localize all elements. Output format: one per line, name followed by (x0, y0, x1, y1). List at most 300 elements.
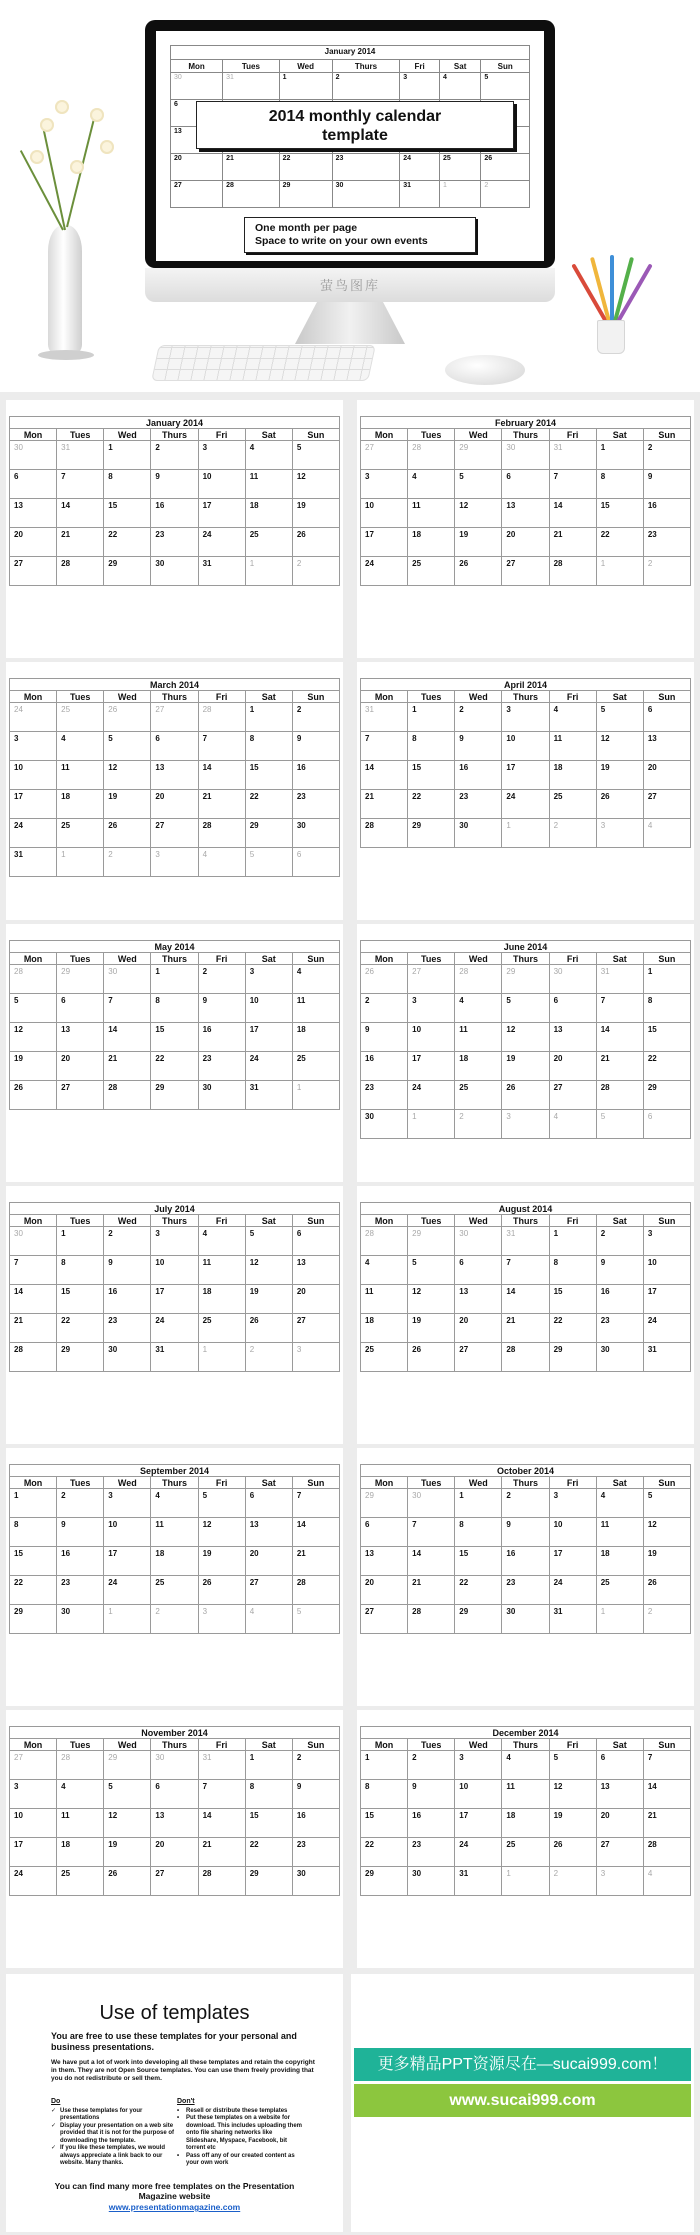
weekday-header: Thurs (151, 691, 198, 703)
adjacent-month-day-cell: 4 (643, 1867, 690, 1896)
adjacent-month-day-cell: 29 (361, 1489, 408, 1518)
day-cell: 24 (198, 528, 245, 557)
day-cell: 5 (549, 1751, 596, 1780)
mini-weekday-header: Wed (279, 60, 332, 73)
day-cell: 31 (245, 1081, 292, 1110)
day-cell: 16 (502, 1547, 549, 1576)
day-cell: 27 (57, 1081, 104, 1110)
day-cell: 26 (104, 1867, 151, 1896)
weekday-header: Thurs (151, 1215, 198, 1227)
adjacent-month-day-cell: 2 (643, 1605, 690, 1634)
weekday-header: Mon (361, 953, 408, 965)
day-cell: 16 (361, 1052, 408, 1081)
adjacent-month-day-cell: 4 (549, 1110, 596, 1139)
day-cell: 5 (455, 470, 502, 499)
adjacent-month-day-cell: 28 (10, 965, 57, 994)
day-cell: 7 (643, 1751, 690, 1780)
day-cell: 3 (361, 470, 408, 499)
weekday-header: Sat (596, 691, 643, 703)
day-cell: 11 (549, 732, 596, 761)
day-cell: 8 (245, 732, 292, 761)
day-cell: 26 (292, 528, 339, 557)
month-calendar (360, 1464, 691, 1634)
day-cell: 10 (643, 1256, 690, 1285)
day-cell: 1 (643, 965, 690, 994)
ad-panel (351, 1974, 694, 2232)
weekday-header: Tues (408, 1477, 455, 1489)
dont-item: • Resell or distribute these templates (186, 2108, 302, 2116)
month-calendar (9, 1202, 340, 1372)
day-cell: 11 (455, 1023, 502, 1052)
day-cell: 3 (198, 441, 245, 470)
month-title: November 2014 (10, 1727, 340, 1739)
day-cell: 27 (151, 819, 198, 848)
day-cell: 14 (596, 1023, 643, 1052)
adjacent-month-day-cell: 30 (10, 441, 57, 470)
day-cell: 17 (10, 1838, 57, 1867)
day-cell: 13 (245, 1518, 292, 1547)
day-cell: 23 (455, 790, 502, 819)
day-cell: 2 (361, 994, 408, 1023)
mini-weekday-header: Sun (481, 60, 530, 73)
day-cell: 21 (549, 528, 596, 557)
day-cell: 3 (643, 1227, 690, 1256)
day-cell: 14 (198, 761, 245, 790)
day-cell: 21 (57, 528, 104, 557)
mini-day-cell: 26 (481, 154, 530, 181)
day-cell: 12 (245, 1256, 292, 1285)
day-cell: 31 (198, 557, 245, 586)
pencil-cup (597, 320, 625, 354)
weekday-header: Sat (596, 1739, 643, 1751)
day-cell: 13 (10, 499, 57, 528)
mini-day-cell: 28 (223, 181, 280, 208)
day-cell: 23 (596, 1314, 643, 1343)
day-cell: 8 (643, 994, 690, 1023)
day-cell: 15 (643, 1023, 690, 1052)
day-cell: 17 (455, 1809, 502, 1838)
weekday-header: Sat (245, 429, 292, 441)
weekday-header: Fri (549, 691, 596, 703)
day-cell: 11 (198, 1256, 245, 1285)
adjacent-month-day-cell: 24 (10, 703, 57, 732)
do-item: ✓ Display your presentation on a web site provided that it is not for the purpose of downloading the template. (60, 2123, 176, 2146)
weekday-header: Sat (596, 429, 643, 441)
weekday-header: Wed (104, 1215, 151, 1227)
day-cell: 10 (502, 732, 549, 761)
day-cell: 31 (549, 1605, 596, 1634)
day-cell: 24 (361, 557, 408, 586)
day-cell: 12 (198, 1518, 245, 1547)
weekday-header: Wed (104, 953, 151, 965)
day-cell: 19 (198, 1547, 245, 1576)
weekday-header: Wed (455, 1477, 502, 1489)
day-cell: 20 (596, 1809, 643, 1838)
weekday-header: Sun (643, 691, 690, 703)
mini-day-cell: 24 (400, 154, 440, 181)
adjacent-month-day-cell: 27 (151, 703, 198, 732)
weekday-header: Tues (408, 1215, 455, 1227)
day-cell: 2 (455, 703, 502, 732)
day-cell: 4 (151, 1489, 198, 1518)
weekday-header: Fri (198, 691, 245, 703)
mini-day-cell: 31 (223, 73, 280, 100)
adjacent-month-day-cell: 2 (292, 557, 339, 586)
weekday-header: Thurs (502, 691, 549, 703)
day-cell: 24 (10, 819, 57, 848)
day-cell: 6 (292, 1227, 339, 1256)
day-cell: 2 (596, 1227, 643, 1256)
mini-day-cell: 6 (171, 100, 223, 127)
day-cell: 25 (57, 1867, 104, 1896)
day-cell: 18 (198, 1285, 245, 1314)
day-cell: 29 (245, 819, 292, 848)
pencil-icon (610, 255, 614, 325)
weekday-header: Fri (549, 953, 596, 965)
day-cell: 5 (502, 994, 549, 1023)
weekday-header: Fri (198, 429, 245, 441)
day-cell: 23 (502, 1576, 549, 1605)
day-cell: 8 (57, 1256, 104, 1285)
day-cell: 5 (198, 1489, 245, 1518)
day-cell: 8 (549, 1256, 596, 1285)
day-cell: 15 (596, 499, 643, 528)
weekday-header: Tues (408, 953, 455, 965)
weekday-header: Wed (455, 1739, 502, 1751)
adjacent-month-day-cell: 1 (502, 1867, 549, 1896)
day-cell: 22 (104, 528, 151, 557)
day-cell: 7 (502, 1256, 549, 1285)
adjacent-month-day-cell: 30 (408, 1489, 455, 1518)
day-cell: 17 (502, 761, 549, 790)
day-cell: 30 (57, 1605, 104, 1634)
day-cell: 15 (455, 1547, 502, 1576)
day-cell: 5 (643, 1489, 690, 1518)
weekday-header: Tues (408, 691, 455, 703)
adjacent-month-day-cell: 30 (104, 965, 151, 994)
day-cell: 5 (245, 1227, 292, 1256)
day-cell: 13 (292, 1256, 339, 1285)
mini-weekday-header: Thurs (332, 60, 400, 73)
day-cell: 3 (455, 1751, 502, 1780)
day-cell: 2 (104, 1227, 151, 1256)
day-cell: 18 (361, 1314, 408, 1343)
day-cell: 15 (104, 499, 151, 528)
day-cell: 14 (57, 499, 104, 528)
weekday-header: Wed (104, 1739, 151, 1751)
day-cell: 19 (596, 761, 643, 790)
day-cell: 16 (643, 499, 690, 528)
day-cell: 22 (455, 1576, 502, 1605)
weekday-header: Sat (596, 953, 643, 965)
day-cell: 11 (151, 1518, 198, 1547)
month-page (6, 400, 343, 658)
day-cell: 28 (643, 1838, 690, 1867)
day-cell: 3 (245, 965, 292, 994)
month-title: March 2014 (10, 679, 340, 691)
mini-day-cell: 23 (332, 154, 400, 181)
day-cell: 14 (361, 761, 408, 790)
adjacent-month-day-cell: 29 (57, 965, 104, 994)
day-cell: 11 (408, 499, 455, 528)
day-cell: 18 (455, 1052, 502, 1081)
do-heading: Do (51, 2098, 61, 2105)
adjacent-month-day-cell: 1 (408, 1110, 455, 1139)
day-cell: 9 (408, 1780, 455, 1809)
month-calendar (360, 1726, 691, 1896)
day-cell: 13 (549, 1023, 596, 1052)
day-cell: 30 (151, 557, 198, 586)
dont-heading: Don't (177, 2098, 195, 2105)
day-cell: 26 (198, 1576, 245, 1605)
day-cell: 12 (10, 1023, 57, 1052)
day-cell: 6 (596, 1751, 643, 1780)
day-cell: 12 (104, 761, 151, 790)
weekday-header: Mon (10, 691, 57, 703)
day-cell: 11 (57, 761, 104, 790)
day-cell: 19 (10, 1052, 57, 1081)
adjacent-month-day-cell: 6 (292, 848, 339, 877)
month-page (357, 400, 694, 658)
day-cell: 18 (596, 1547, 643, 1576)
day-cell: 20 (10, 528, 57, 557)
weekday-header: Sun (643, 429, 690, 441)
day-cell: 16 (198, 1023, 245, 1052)
day-cell: 9 (643, 470, 690, 499)
monitor-screen (156, 31, 544, 261)
day-cell: 6 (57, 994, 104, 1023)
weekday-header: Wed (455, 1215, 502, 1227)
day-cell: 7 (292, 1489, 339, 1518)
day-cell: 16 (408, 1809, 455, 1838)
day-cell: 31 (455, 1867, 502, 1896)
day-cell: 26 (10, 1081, 57, 1110)
day-cell: 17 (549, 1547, 596, 1576)
month-calendar (9, 678, 340, 877)
mini-day-cell: 22 (279, 154, 332, 181)
month-page (357, 1448, 694, 1706)
day-cell: 25 (57, 819, 104, 848)
day-cell: 20 (292, 1285, 339, 1314)
day-cell: 23 (151, 528, 198, 557)
day-cell: 28 (549, 557, 596, 586)
day-cell: 31 (10, 848, 57, 877)
day-cell: 12 (596, 732, 643, 761)
day-cell: 7 (57, 470, 104, 499)
day-cell: 5 (104, 1780, 151, 1809)
adjacent-month-day-cell: 31 (596, 965, 643, 994)
day-cell: 28 (502, 1343, 549, 1372)
day-cell: 9 (198, 994, 245, 1023)
day-cell: 7 (104, 994, 151, 1023)
day-cell: 4 (198, 1227, 245, 1256)
adjacent-month-day-cell: 3 (292, 1343, 339, 1372)
day-cell: 15 (245, 1809, 292, 1838)
adjacent-month-day-cell: 27 (361, 441, 408, 470)
flower-blossom (30, 150, 44, 164)
day-cell: 29 (361, 1867, 408, 1896)
day-cell: 2 (643, 441, 690, 470)
day-cell: 2 (292, 1751, 339, 1780)
mini-weekday-header: Mon (171, 60, 223, 73)
mini-day-cell: 5 (481, 73, 530, 100)
weekday-header: Sun (643, 1477, 690, 1489)
day-cell: 19 (455, 528, 502, 557)
day-cell: 20 (151, 790, 198, 819)
month-title: September 2014 (10, 1465, 340, 1477)
do-item: ✓ Use these templates for your presentations (60, 2108, 176, 2123)
day-cell: 30 (198, 1081, 245, 1110)
adjacent-month-day-cell: 6 (643, 1110, 690, 1139)
day-cell: 13 (151, 1809, 198, 1838)
day-cell: 22 (57, 1314, 104, 1343)
day-cell: 28 (408, 1605, 455, 1634)
day-cell: 14 (292, 1518, 339, 1547)
day-cell: 6 (455, 1256, 502, 1285)
weekday-header: Wed (104, 429, 151, 441)
flower-blossom (40, 118, 54, 132)
day-cell: 5 (596, 703, 643, 732)
weekday-header: Sat (245, 691, 292, 703)
day-cell: 16 (455, 761, 502, 790)
weekday-header: Fri (198, 1477, 245, 1489)
day-cell: 8 (245, 1780, 292, 1809)
day-cell: 22 (151, 1052, 198, 1081)
weekday-header: Mon (361, 1215, 408, 1227)
weekday-header: Thurs (502, 1215, 549, 1227)
weekday-header: Mon (361, 429, 408, 441)
day-cell: 21 (502, 1314, 549, 1343)
dont-column (177, 2098, 302, 2168)
day-cell: 13 (502, 499, 549, 528)
day-cell: 24 (643, 1314, 690, 1343)
day-cell: 12 (408, 1285, 455, 1314)
adjacent-month-day-cell: 31 (361, 703, 408, 732)
day-cell: 26 (643, 1576, 690, 1605)
day-cell: 1 (10, 1489, 57, 1518)
day-cell: 10 (198, 470, 245, 499)
day-cell: 4 (408, 470, 455, 499)
weekday-header: Mon (361, 1739, 408, 1751)
hero-subtitle-box (244, 217, 476, 253)
ad-banner-teal[interactable]: 更多精品PPT资源尽在—sucai999.com！ (354, 2048, 691, 2081)
day-cell: 18 (408, 528, 455, 557)
month-title: January 2014 (10, 417, 340, 429)
day-cell: 8 (596, 470, 643, 499)
day-cell: 9 (455, 732, 502, 761)
day-cell: 20 (361, 1576, 408, 1605)
weekday-header: Sun (292, 429, 339, 441)
do-column (51, 2098, 176, 2168)
day-cell: 16 (57, 1547, 104, 1576)
day-cell: 10 (408, 1023, 455, 1052)
presentation-magazine-link[interactable]: www.presentationmagazine.com (108, 2202, 241, 2212)
day-cell: 2 (502, 1489, 549, 1518)
day-cell: 14 (198, 1809, 245, 1838)
day-cell: 6 (643, 703, 690, 732)
day-cell: 3 (549, 1489, 596, 1518)
day-cell: 13 (151, 761, 198, 790)
weekday-header: Sat (245, 1477, 292, 1489)
mini-day-cell: 20 (171, 154, 223, 181)
day-cell: 10 (104, 1518, 151, 1547)
ad-banner-green[interactable]: www.sucai999.com (354, 2084, 691, 2117)
day-cell: 6 (151, 732, 198, 761)
day-cell: 1 (104, 441, 151, 470)
day-cell: 25 (361, 1343, 408, 1372)
adjacent-month-day-cell: 28 (57, 1751, 104, 1780)
adjacent-month-day-cell: 27 (10, 1751, 57, 1780)
mini-weekday-header: Sat (439, 60, 480, 73)
day-cell: 5 (10, 994, 57, 1023)
day-cell: 18 (151, 1547, 198, 1576)
day-cell: 17 (198, 499, 245, 528)
day-cell: 18 (57, 1838, 104, 1867)
day-cell: 9 (361, 1023, 408, 1052)
adjacent-month-day-cell: 30 (151, 1751, 198, 1780)
day-cell: 15 (151, 1023, 198, 1052)
adjacent-month-day-cell: 3 (151, 848, 198, 877)
month-calendar (360, 678, 691, 848)
day-cell: 23 (198, 1052, 245, 1081)
weekday-header: Sat (245, 1215, 292, 1227)
weekday-header: Fri (549, 429, 596, 441)
adjacent-month-day-cell: 28 (361, 1227, 408, 1256)
weekday-header: Fri (198, 1215, 245, 1227)
weekday-header: Sun (643, 1215, 690, 1227)
day-cell: 25 (408, 557, 455, 586)
day-cell: 21 (104, 1052, 151, 1081)
weekday-header: Thurs (151, 429, 198, 441)
day-cell: 27 (151, 1867, 198, 1896)
weekday-header: Thurs (151, 953, 198, 965)
day-cell: 20 (643, 761, 690, 790)
weekday-header: Fri (198, 953, 245, 965)
day-cell: 10 (10, 761, 57, 790)
day-cell: 12 (455, 499, 502, 528)
weekday-header: Thurs (502, 1739, 549, 1751)
day-cell: 11 (57, 1809, 104, 1838)
day-cell: 25 (549, 790, 596, 819)
month-calendar (9, 940, 340, 1110)
day-cell: 24 (549, 1576, 596, 1605)
weekday-header: Tues (57, 429, 104, 441)
day-cell: 10 (10, 1809, 57, 1838)
day-cell: 30 (455, 819, 502, 848)
day-cell: 25 (198, 1314, 245, 1343)
day-cell: 13 (455, 1285, 502, 1314)
day-cell: 30 (408, 1867, 455, 1896)
day-cell: 27 (245, 1576, 292, 1605)
day-cell: 7 (549, 470, 596, 499)
weekday-header: Fri (198, 1739, 245, 1751)
mini-day-cell: 31 (400, 181, 440, 208)
adjacent-month-day-cell: 4 (198, 848, 245, 877)
weekday-header: Tues (57, 1215, 104, 1227)
weekday-header: Wed (104, 691, 151, 703)
day-cell: 21 (408, 1576, 455, 1605)
adjacent-month-day-cell: 29 (455, 441, 502, 470)
day-cell: 21 (198, 790, 245, 819)
day-cell: 18 (292, 1023, 339, 1052)
day-cell: 2 (292, 703, 339, 732)
use-body: We have put a lot of work into developing all these templates and retain the copyright in them. They are not Open Source templates. You can use them freely providing that you do not redistribute or sell them. (51, 2059, 315, 2082)
day-cell: 5 (408, 1256, 455, 1285)
weekday-header: Mon (10, 1477, 57, 1489)
day-cell: 19 (104, 1838, 151, 1867)
day-cell: 24 (408, 1081, 455, 1110)
month-title: February 2014 (361, 417, 691, 429)
